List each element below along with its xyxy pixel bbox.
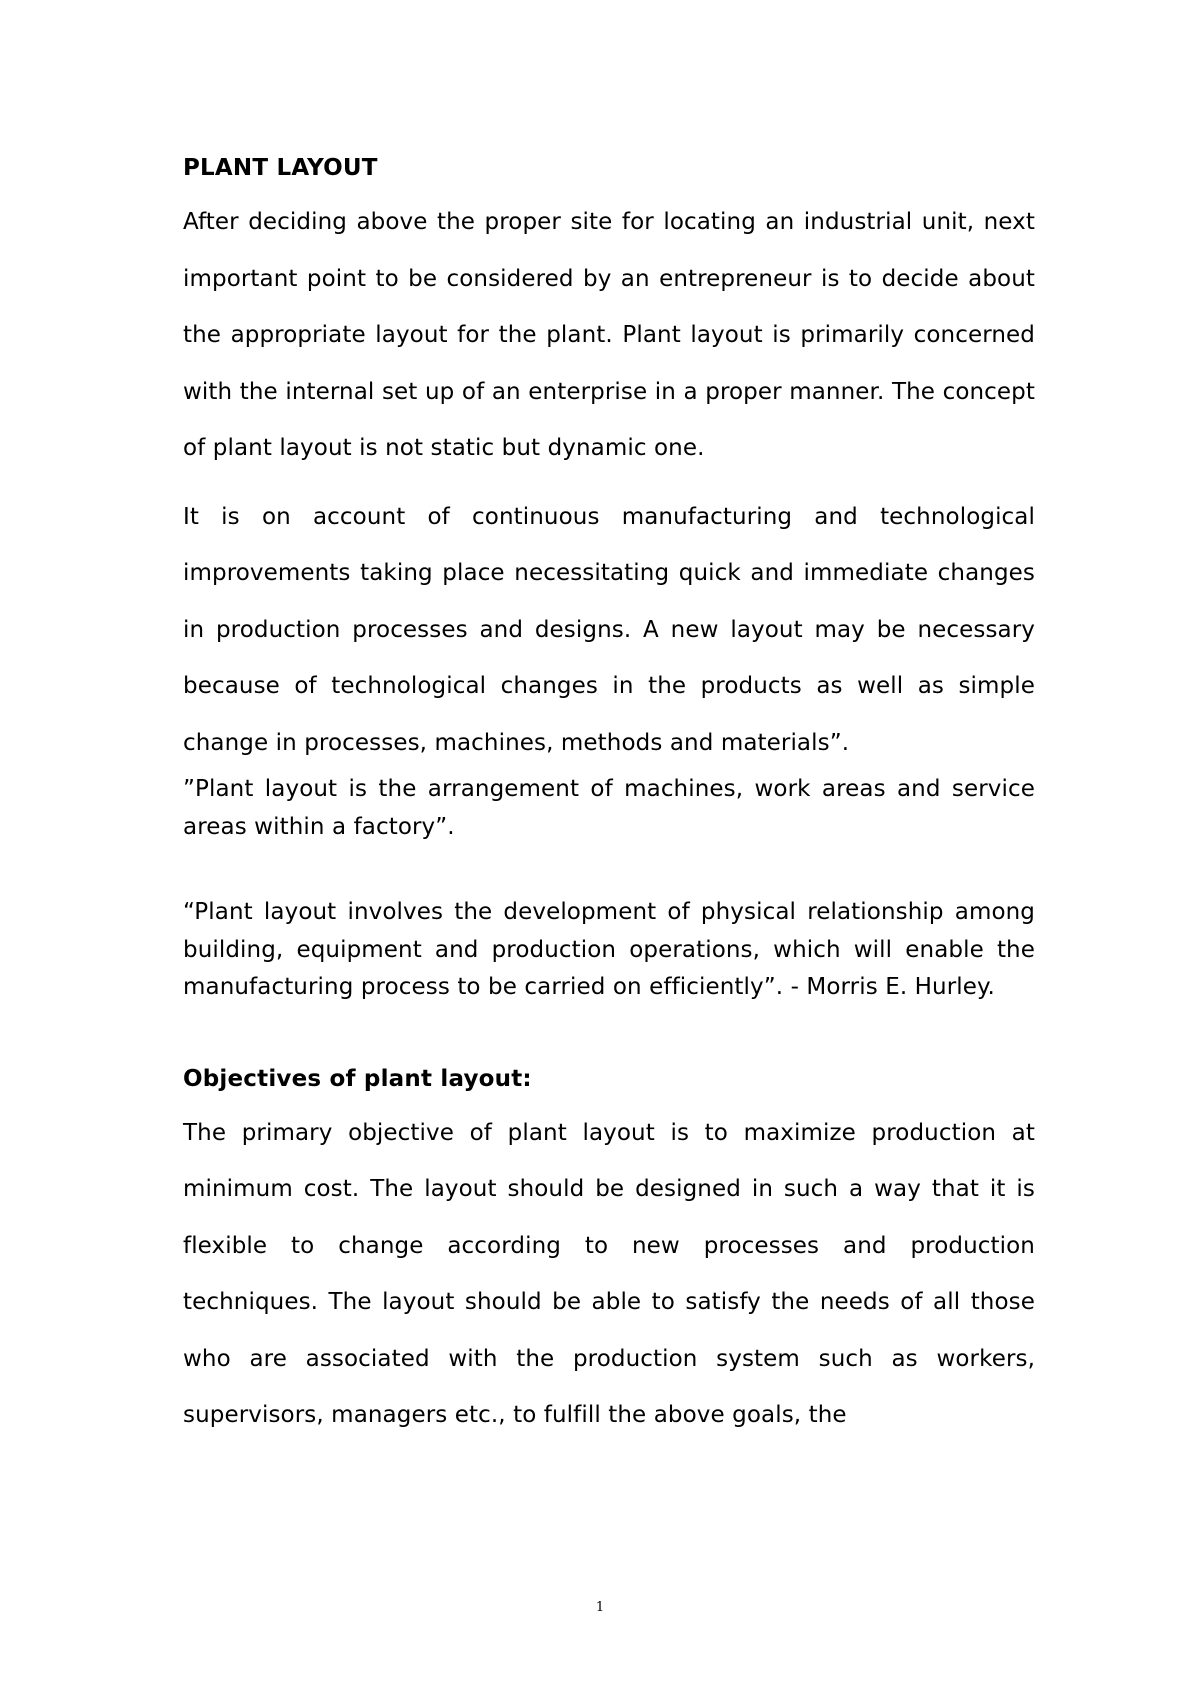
definition-quote-2: “Plant layout involves the development of physical relationship among building, equipment and production operations, which will enable the manufacturing process to be carried on efficiently”. - Morris E. Hurley.: [183, 899, 1035, 1000]
page-content: [183, 142, 1035, 1444]
page-number: 1: [595, 1600, 605, 1615]
intro-paragraph: After deciding above the proper site for locating an industrial unit, next important point to be considered by an entrepreneur is to decide about the appropriate layout for the plant. Plant layout is primarily concerned with the internal set up of an enterprise in a proper manner. The concept of plant layout is not static but dynamic one.: [183, 209, 1035, 461]
definition-quote-1: ”Plant layout is the arrangement of machines, work areas and service areas within a factory”.: [183, 776, 1035, 840]
page-title: PLANT LAYOUT: [183, 155, 378, 181]
second-paragraph: It is on account of continuous manufacturing and technological improvements taking place necessitating quick and immediate changes in production processes and designs. A new layout may be necessary because of technological changes in the products as well as simple change in processes, machines, methods and materials”.: [183, 503, 1035, 756]
objectives-heading: Objectives of plant layout:: [183, 1065, 532, 1092]
objectives-paragraph: The primary objective of plant layout is to maximize production at minimum cost. The layout should be designed in such a way that it is flexible to change according to new processes and production techniques. The layout should be able to satisfy the needs of all those who are associated with the production system such as workers, supervisors, managers etc., to fulfill the above goals, the: [183, 1119, 1035, 1428]
